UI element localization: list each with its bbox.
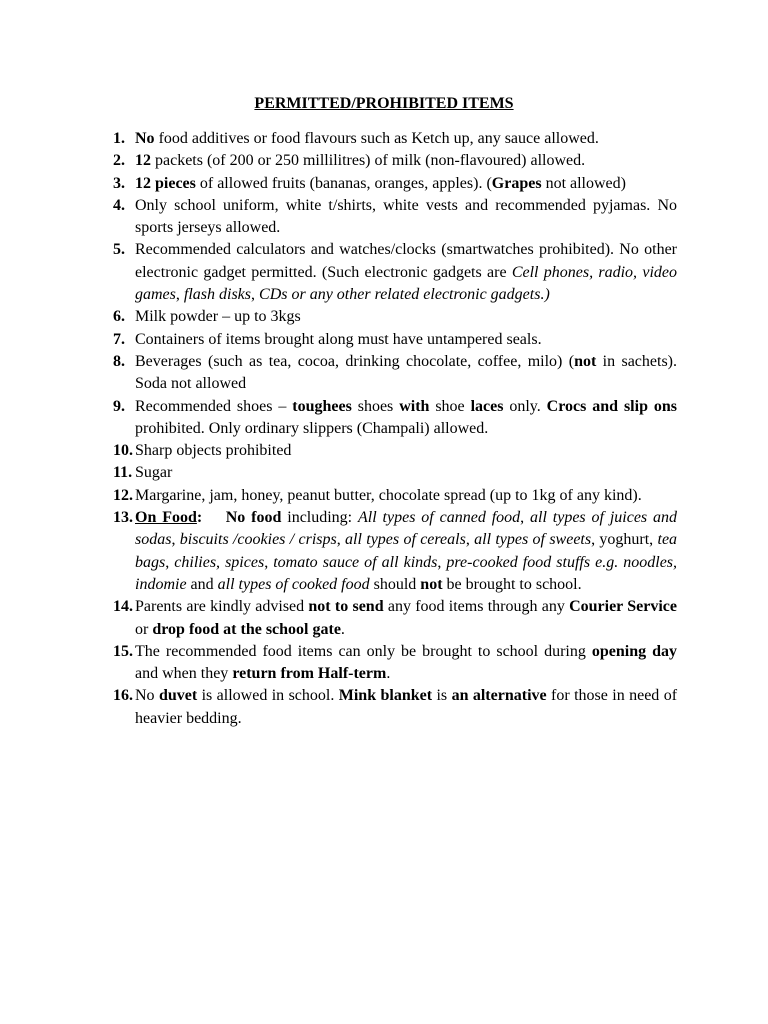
- item-number: 1.: [113, 130, 125, 147]
- page-title: PERMITTED/PROHIBITED ITEMS: [254, 95, 514, 112]
- item-text: [135, 353, 677, 392]
- text-run: food additives or food flavours such as Ketch up, any sauce allowed.: [154, 130, 599, 147]
- item-number: 7.: [113, 330, 125, 348]
- item-number: 13.: [113, 509, 133, 527]
- text-run: Only school uniform, white t/shirts, white vests and recommended pyjamas. No sports jerseys allowed.: [135, 196, 677, 237]
- item-number: 5.: [113, 241, 125, 259]
- text-run: drop food at the school gate: [152, 620, 341, 638]
- list-item: [113, 128, 677, 150]
- text-run: 12: [135, 152, 151, 170]
- text-run: ,: [165, 553, 175, 571]
- item-text: [135, 308, 301, 325]
- text-run: The recommended food items can only be brought to school during: [135, 642, 592, 660]
- text-run: packets (of 200 or 250 millilitres) of milk (non-flavoured) allowed.: [151, 152, 586, 170]
- item-number: 15.: [113, 642, 133, 660]
- text-run: ,: [437, 553, 447, 571]
- text-run: CDs or any other related electronic gadgets.): [259, 286, 550, 304]
- text-run: Beverages (such as tea, cocoa, drinking chocolate, coffee, milo) (: [135, 352, 575, 370]
- list-item: [113, 396, 677, 441]
- list-item: [113, 306, 677, 328]
- text-run: ,: [336, 531, 346, 549]
- text-run: return from Half-term: [232, 665, 387, 683]
- text-run: .: [386, 665, 391, 683]
- text-run: is allowed in school.: [197, 687, 339, 705]
- text-run: No: [135, 130, 155, 147]
- text-run: of allowed fruits (bananas, oranges, apples). (: [195, 174, 492, 192]
- text-run: Cell phones, radio, video games: [135, 263, 677, 304]
- text-run: shoes: [351, 397, 400, 415]
- text-run: prohibited. Only ordinary slippers (Champali) allowed.: [135, 419, 489, 437]
- list-item: [113, 239, 677, 306]
- text-run: Courier Service: [569, 598, 677, 616]
- text-run: including:: [281, 509, 359, 527]
- list-item: [113, 507, 677, 596]
- item-number: 4.: [113, 196, 125, 214]
- text-run: chilies, spices: [174, 553, 265, 571]
- list-item: [113, 596, 677, 641]
- text-run: Grapes: [491, 174, 542, 192]
- list-item: [113, 150, 677, 172]
- text-run: and when they: [135, 665, 233, 683]
- list-item: [113, 173, 677, 195]
- text-run: all types of cereals: [345, 531, 466, 549]
- text-run: , yoghurt,: [591, 531, 658, 549]
- item-text: [135, 687, 677, 726]
- item-text: [135, 241, 677, 303]
- list-item: [113, 440, 677, 462]
- text-run: not allowed): [541, 174, 626, 192]
- item-text: [135, 152, 585, 169]
- text-run: opening day: [591, 642, 678, 660]
- text-run: ,: [520, 509, 531, 527]
- item-text: [135, 487, 642, 504]
- list-item: [113, 641, 677, 686]
- text-run: or: [135, 620, 153, 638]
- text-run: duvet: [158, 687, 198, 705]
- text-run: any food items through any: [383, 598, 570, 616]
- text-run: is: [432, 687, 452, 705]
- text-run: Sharp objects prohibited: [135, 442, 292, 460]
- text-run: an alternative: [451, 687, 547, 705]
- list-item: [113, 195, 677, 240]
- text-run: in sachets). Soda not allowed: [135, 352, 678, 393]
- text-run: ,: [264, 553, 274, 571]
- text-run: No: [135, 687, 159, 705]
- item-number: 8.: [113, 352, 125, 370]
- text-run: all types of cooked food: [217, 575, 370, 593]
- item-number: 3.: [113, 174, 125, 192]
- item-number: 11.: [113, 464, 133, 482]
- text-run: shoe: [429, 397, 471, 415]
- item-text: [135, 175, 626, 192]
- text-run: ,: [175, 286, 184, 304]
- text-run: Margarine, jam, honey, peanut butter, chocolate spread (up to 1kg of any kind).: [135, 486, 642, 504]
- list-item: [113, 485, 677, 507]
- item-text: [135, 442, 291, 459]
- text-run: Recommended shoes –: [135, 397, 293, 415]
- item-text: [135, 130, 599, 147]
- item-number: 12.: [113, 486, 133, 504]
- item-text: [135, 598, 677, 637]
- text-run: only.: [503, 397, 547, 415]
- text-run: 12 pieces: [135, 174, 196, 192]
- item-number: 9.: [113, 397, 125, 415]
- text-run: not to send: [308, 598, 384, 616]
- text-run: Sugar: [135, 464, 173, 482]
- item-text: [135, 509, 677, 593]
- text-run: toughees: [292, 397, 352, 415]
- item-text: [135, 643, 677, 682]
- text-run: pre-cooked food stuffs e.g. noodles, indomie: [135, 553, 678, 593]
- text-run: ,: [251, 286, 260, 304]
- item-number: 10.: [113, 442, 133, 460]
- text-run: .: [340, 620, 345, 638]
- text-run: biscuits /cookies / crisps: [179, 531, 337, 549]
- text-run: On Food: [135, 509, 197, 527]
- item-number: 2.: [113, 152, 125, 170]
- item-number: 16.: [113, 687, 133, 705]
- text-run: not: [420, 575, 443, 593]
- text-run: :: [196, 509, 203, 527]
- text-run: for those in need of heavier bedding.: [135, 687, 678, 727]
- text-run: All types of canned food: [358, 509, 521, 527]
- text-run: Crocs and slip ons: [546, 397, 678, 415]
- item-number: 14.: [113, 598, 133, 616]
- text-run: be brought to school.: [442, 575, 582, 593]
- text-run: Milk powder – up to 3kgs: [135, 308, 301, 326]
- list-item: [113, 462, 677, 484]
- text-run: should: [369, 575, 421, 593]
- rules-list: [113, 128, 677, 730]
- text-run: Containers of items brought along must have untampered seals.: [135, 330, 542, 348]
- text-run: Mink blanket: [338, 687, 433, 705]
- list-item: [113, 685, 677, 730]
- text-run: Recommended calculators and watches/clocks (smartwatches prohibited). No other electronic gadget permitted. (Such electronic gadgets are: [135, 241, 677, 281]
- list-item: [113, 351, 677, 396]
- text-run: [202, 509, 226, 526]
- item-text: [135, 331, 542, 348]
- text-run: all types of juices and sodas: [135, 509, 678, 549]
- item-text: [135, 197, 677, 236]
- text-run: tea bags: [135, 531, 678, 571]
- text-run: not: [574, 352, 597, 370]
- text-run: Parents are kindly advised: [135, 598, 309, 616]
- text-run: flash disks: [183, 286, 252, 304]
- text-run: and: [186, 575, 218, 593]
- text-run: laces: [470, 397, 504, 415]
- text-run: ,: [171, 531, 180, 549]
- text-run: ,: [465, 531, 475, 549]
- text-run: tomato sauce of all kinds: [273, 553, 438, 571]
- item-text: [135, 464, 172, 481]
- item-text: [135, 398, 677, 437]
- text-run: No food: [225, 509, 282, 527]
- item-number: 6.: [113, 308, 125, 326]
- text-run: all types of sweets: [474, 531, 592, 549]
- list-item: [113, 329, 677, 351]
- text-run: with: [399, 397, 430, 415]
